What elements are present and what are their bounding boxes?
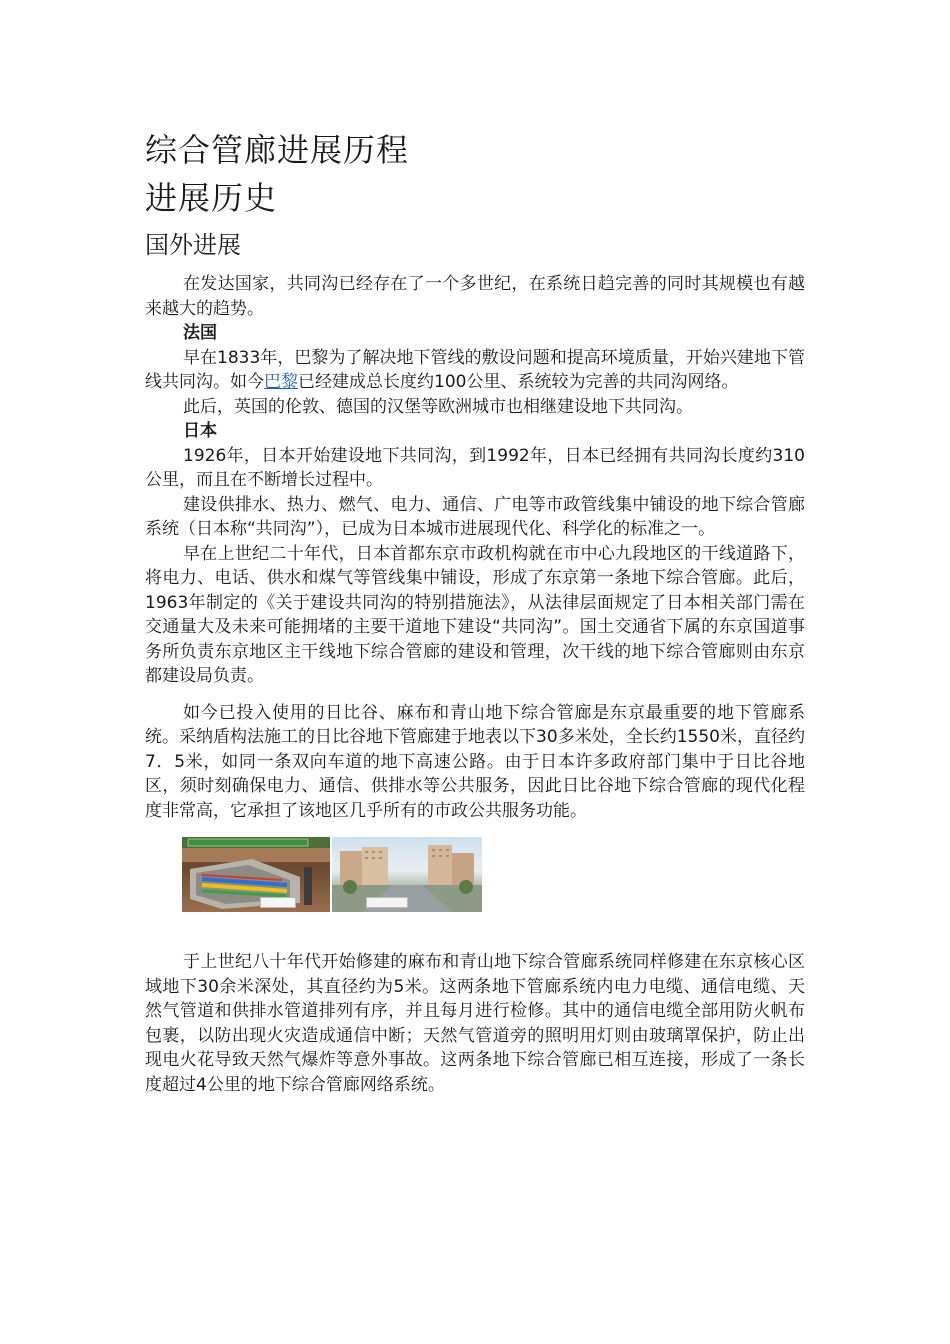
document-title: 综合管廊进展历程 [145,131,410,169]
france-heading: 法国 [183,323,217,343]
france-text-after-link: 已经建成总长度约100公里、系统较为完善的共同沟网络。 [298,372,739,392]
japan-paragraph-2: 建设供排水、热力、燃气、电力、通信、广电等市政管线集中铺设的地下综合管廊系统（日本称“共同沟”），已成为日本城市进展现代化、科学化的标准之一。 [145,494,805,539]
paris-link[interactable]: 巴黎 [264,372,298,392]
section-heading: 国外进展 [145,231,241,259]
japan-paragraph-5: 于上世纪八十年代开始修建的麻布和青山地下综合管廊系统同样修建在东京核心区域地下30余米深处，其直径约为5米。这两条地下管廊系统内电力电缆、通信电缆、天然气管道和供排水管道排列有序，并且每月进行检修。其中的通信电缆全部用防火帆布包裹，以防出现火灾造成通信中断；天然气管道旁的照明用灯则由玻璃罩保护，防止出现电火花导致天然气爆炸等意外事故。这两条地下综合管廊已相互连接，形成了一条长度超过4公里的地下综合管廊网络系统。 [145,952,805,1095]
caption-tag [260,897,296,908]
intro-paragraph: 在发达国家，共同沟已经存在了一个多世纪，在系统日趋完善的同时其规模也有越来越大的趋势。 [145,274,805,319]
japan-paragraph-4: 如今已投入使用的日比谷、麻布和青山地下综合管廊是东京最重要的地下管廊系统。采纳盾构法施工的日比谷地下管廊建于地表以下30多米处，全长约1550米，直径约7．5米，如同一条双向车道的地下高速公路。由于日本许多政府部门集中于日比谷地区，须时刻确保电力、通信、供排水等公共服务，因此日比谷地下综合管廊的现代化程度非常高，它承担了该地区几乎所有的市政公共服务功能。 [145,702,805,821]
japan-heading: 日本 [183,421,217,441]
japan-paragraph-3: 早在上世纪二十年代，日本首都东京市政机构就在市中心九段地区的干线道路下，将电力、电话、供水和煤气等管线集中铺设，形成了东京第一条地下综合管廊。此后，1963年制定的《关于建设共同沟的特别措施法》，从法律层面规定了日本相关部门需在交通量大及未来可能拥堵的主要干道地下建设“共同沟”。国土交通省下属的东京国道事务所负责东京地区主干线地下综合管廊的建设和管理，次干线的地下综合管廊则由东京都建设局负责。 [145,543,805,686]
document-subtitle: 进展历史 [145,179,278,217]
france-paragraph-2: 此后，英国的伦敦、德国的汉堡等欧洲城市也相继建设地下共同沟。 [183,396,693,417]
document-page [145,128,805,1097]
caption-tag [366,897,408,908]
japan-paragraph-1: 1926年，日本开始建设地下共同沟，到1992年，日本已经拥有共同沟长度约310公里，而且在不断增长过程中。 [145,445,805,490]
utility-tunnel-image [182,837,482,912]
france-text-before-link: 早在1833年，巴黎为了解决地下管线的敷设问题和提高环境质量，开始兴建地下管线共同沟。如今 [145,347,805,392]
tunnel-illustration-svg [182,837,330,912]
street-view-photo [332,837,482,912]
tunnel-cross-section-illustration [182,837,330,912]
france-paragraph-1 [145,346,805,395]
